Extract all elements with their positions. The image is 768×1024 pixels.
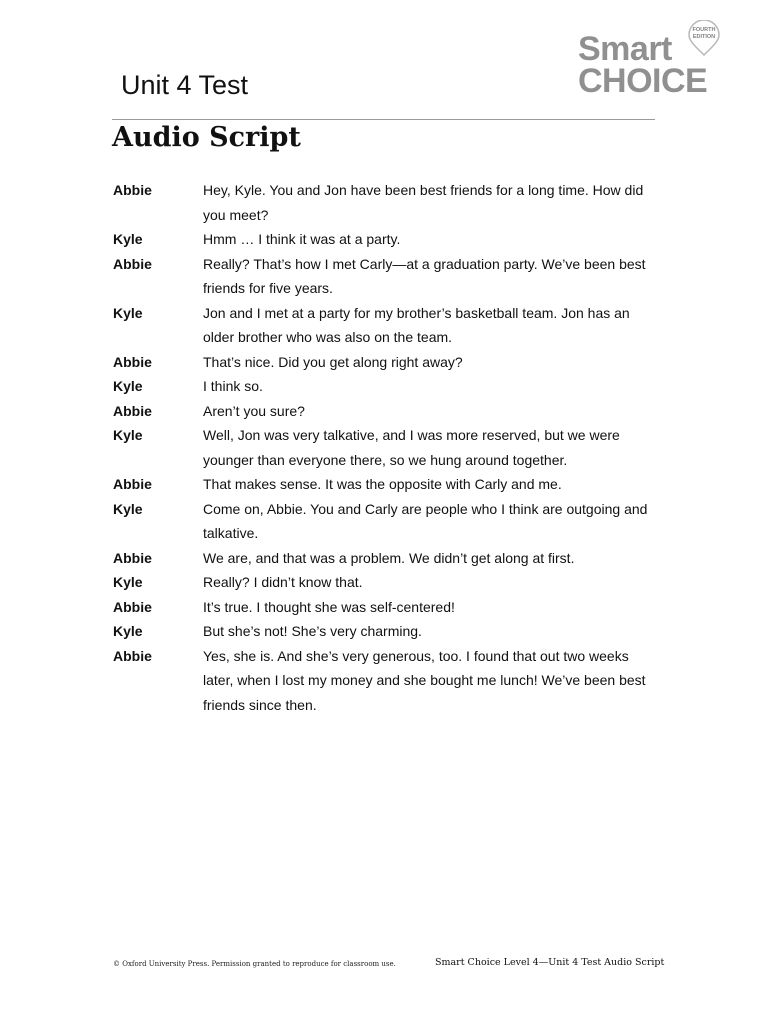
speaker-line: Yes, she is. And she’s very generous, too. I found that out two weeks later, when I lost my money and she bought me lunch! We’ve been best friends since then. xyxy=(203,647,646,713)
script-line xyxy=(113,227,673,252)
header-divider xyxy=(112,119,655,120)
speaker-line: Hmm … I think it was at a party. xyxy=(203,231,401,247)
speaker-name: Abbie xyxy=(113,476,152,492)
script-line xyxy=(113,644,673,718)
speaker-name: Kyle xyxy=(113,574,143,590)
script-line xyxy=(113,497,673,546)
speaker-name: Kyle xyxy=(113,378,143,394)
speaker-name: Kyle xyxy=(113,427,143,443)
logo-line-smart: Smart xyxy=(578,30,672,68)
speaker-name: Kyle xyxy=(113,500,143,517)
speaker-name: Abbie xyxy=(113,549,152,566)
script-line xyxy=(113,350,673,375)
speaker-name: Kyle xyxy=(113,231,143,247)
speaker-line: Really? That’s how I met Carly—at a graduation party. We’ve been best friends for five years. xyxy=(203,255,646,296)
speaker-line: Well, Jon was very talkative, and I was more reserved, but we were younger than everyone there, so we hung around together. xyxy=(203,427,620,468)
speaker-line: Really? I didn’t know that. xyxy=(203,574,363,590)
script-line xyxy=(113,423,673,472)
footer-document-name: Smart Choice Level 4—Unit 4 Test Audio Script xyxy=(435,957,665,968)
speaker-name: Abbie xyxy=(113,182,152,198)
speaker-line: We are, and that was a problem. We didn’t get along at first. xyxy=(203,549,575,566)
script-line xyxy=(113,619,673,644)
unit-title: Unit 4 Test xyxy=(121,70,249,100)
speaker-line: That makes sense. It was the opposite with Carly and me. xyxy=(203,476,562,492)
speaker-name: Abbie xyxy=(113,353,152,370)
speaker-line: I think so. xyxy=(203,378,263,394)
logo-line-choice: CHOICE xyxy=(578,62,708,100)
script-line xyxy=(113,252,673,301)
speaker-line: But she’s not! She’s very charming. xyxy=(203,623,422,639)
speaker-line: Jon and I met at a party for my brother’s basketball team. Jon has an older brother who was also on the team. xyxy=(203,304,630,345)
script-line xyxy=(113,595,673,620)
script-line xyxy=(113,546,673,571)
script-line xyxy=(113,472,673,497)
smart-choice-logo xyxy=(578,18,728,100)
logo-badge-text: FOURTH EDITION xyxy=(692,27,716,40)
script-line xyxy=(113,178,673,227)
speaker-line: Aren’t you sure? xyxy=(203,402,305,419)
speaker-name: Abbie xyxy=(113,647,152,664)
speaker-line: Hey, Kyle. You and Jon have been best friends for a long time. How did you meet? xyxy=(203,182,644,223)
speaker-line: That’s nice. Did you get along right away? xyxy=(203,353,463,370)
footer-copyright: © Oxford University Press. Permission granted to reproduce for classroom use. xyxy=(113,960,396,968)
script-line xyxy=(113,374,673,399)
speaker-line: It’s true. I thought she was self-centered! xyxy=(203,598,455,615)
script-line xyxy=(113,399,673,424)
script-line xyxy=(113,570,673,595)
speaker-name: Abbie xyxy=(113,402,152,419)
audio-script xyxy=(113,178,673,717)
speaker-line: Come on, Abbie. You and Carly are people who I think are outgoing and talkative. xyxy=(203,500,648,541)
script-line xyxy=(113,301,673,350)
speaker-name: Kyle xyxy=(113,304,143,321)
speaker-name: Abbie xyxy=(113,598,152,615)
speaker-name: Kyle xyxy=(113,623,143,639)
speaker-name: Abbie xyxy=(113,255,152,272)
page-title: Audio Script xyxy=(112,122,301,153)
